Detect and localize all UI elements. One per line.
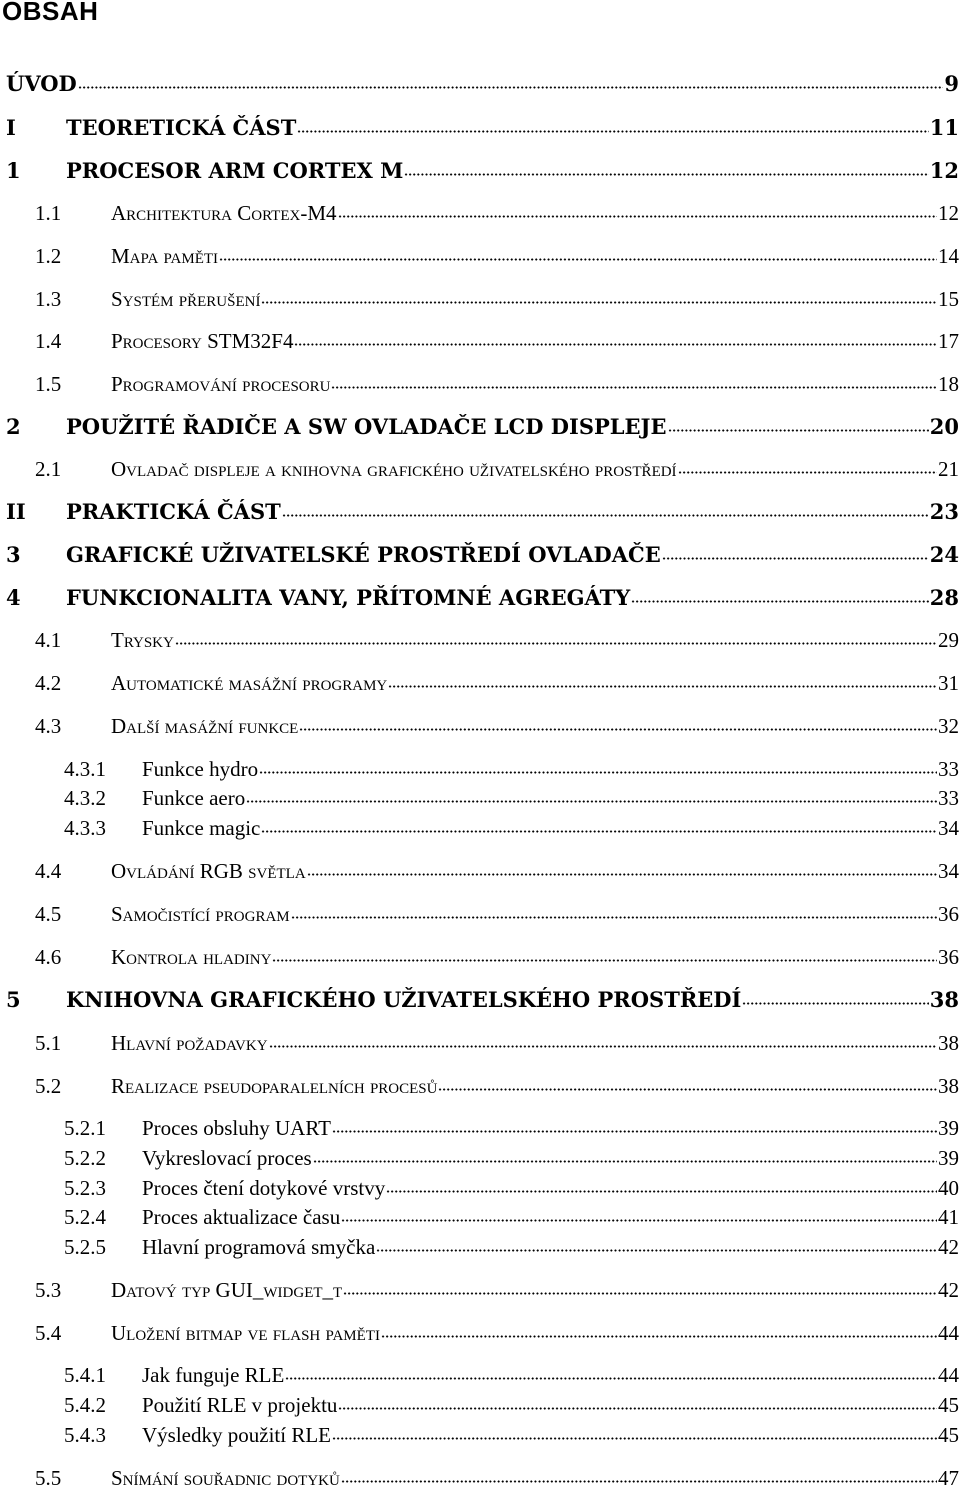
- dot-leader: [294, 327, 937, 348]
- toc-entry-page: 14: [938, 243, 959, 268]
- toc-entry-number: 5.4: [35, 1320, 62, 1345]
- toc-entry-title: Datový typ GUI_widget_t: [111, 1277, 343, 1302]
- toc-entry-page: 39: [938, 1115, 959, 1140]
- toc-entry[interactable]: [64, 1391, 959, 1416]
- toc-entry[interactable]: [6, 498, 959, 522]
- toc-entry-title: KNIHOVNA GRAFICKÉHO UŽIVATELSKÉHO PROSTŘEDÍ: [66, 986, 742, 1012]
- toc-entry[interactable]: [64, 1421, 959, 1446]
- toc-entry[interactable]: [35, 327, 959, 352]
- dot-leader: [259, 755, 937, 776]
- toc-entry[interactable]: [35, 712, 959, 737]
- toc-entry-title: Funkce hydro: [142, 756, 259, 781]
- toc-entry[interactable]: [35, 626, 959, 651]
- dot-leader: [261, 285, 937, 306]
- document-title: OBSAH: [2, 0, 99, 26]
- toc-entry-number: 5.4.2: [64, 1392, 106, 1417]
- dot-leader: [386, 1174, 937, 1195]
- dot-leader: [282, 498, 929, 519]
- dot-leader: [246, 784, 937, 805]
- toc-entry-title: Hlavní požadavky: [111, 1030, 268, 1055]
- dot-leader: [299, 712, 937, 733]
- toc-entry[interactable]: [6, 541, 959, 565]
- toc-entry-number: 5.1: [35, 1030, 62, 1055]
- toc-entry-title: Architektura Cortex-M4: [111, 200, 337, 225]
- toc-entry[interactable]: [35, 857, 959, 882]
- toc-entry-number: 1: [6, 157, 21, 183]
- toc-entry-page: 23: [929, 498, 959, 524]
- toc-entry-title: Kontrola hladiny: [111, 944, 272, 969]
- toc-entry-number: 1.4: [35, 328, 62, 353]
- toc-entry-title: Další masážní funkce: [111, 713, 299, 738]
- toc-entry-title: Trysky: [111, 627, 174, 652]
- toc-entry-page: 42: [938, 1277, 959, 1302]
- toc-entry-number: 4.3.3: [64, 815, 106, 840]
- toc-entry-number: 1.1: [35, 200, 62, 225]
- toc-entry-page: 28: [929, 584, 959, 610]
- dot-leader: [376, 1233, 937, 1254]
- toc-entry-page: 31: [938, 670, 959, 695]
- toc-entry-number: 4.3.2: [64, 785, 106, 810]
- toc-entry-number: I: [6, 114, 16, 140]
- dot-leader: [291, 900, 937, 921]
- toc-entry[interactable]: [35, 1029, 959, 1054]
- dot-leader: [285, 1361, 937, 1382]
- toc-entry-title: POUŽITÉ ŘADIČE A SW OVLADAČE LCD DISPLEJE: [66, 413, 667, 439]
- toc-entry[interactable]: [35, 455, 959, 480]
- toc-entry-title: Vykreslovací proces: [142, 1145, 312, 1170]
- dot-leader: [331, 370, 937, 391]
- dot-leader: [272, 943, 937, 964]
- toc-entry-title: PROCESOR ARM CORTEX M: [66, 157, 404, 183]
- toc-entry-number: 5.4.3: [64, 1422, 106, 1447]
- toc-entry-number: 5.2.3: [64, 1175, 106, 1200]
- dot-leader: [438, 1072, 937, 1093]
- toc-entry-number: 4.1: [35, 627, 62, 652]
- toc-entry-title: Snímání souřadnic dotyků: [111, 1465, 340, 1490]
- toc-entry-title: GRAFICKÉ UŽIVATELSKÉ PROSTŘEDÍ OVLADAČE: [66, 541, 661, 567]
- toc-entry-page: 15: [938, 286, 959, 311]
- toc-entry-title: FUNKCIONALITA VANY, PŘÍTOMNÉ AGREGÁTY: [66, 584, 631, 610]
- toc-entry[interactable]: [6, 584, 959, 608]
- toc-entry-title: Hlavní programová smyčka: [142, 1234, 376, 1259]
- toc-entry-page: 36: [938, 901, 959, 926]
- toc-entry-title: Použití RLE v projektu: [142, 1392, 338, 1417]
- toc-entry[interactable]: [35, 242, 959, 267]
- toc-entry-number: 4.3: [35, 713, 62, 738]
- dot-leader: [78, 70, 944, 91]
- toc-entry[interactable]: [64, 1174, 959, 1199]
- toc-entry[interactable]: [35, 1464, 959, 1489]
- toc-entry[interactable]: [35, 1276, 959, 1301]
- toc-entry-number: 3: [6, 541, 21, 567]
- toc-entry[interactable]: [64, 1203, 959, 1228]
- dot-leader: [668, 413, 929, 434]
- toc-entry-title: Uložení bitmap ve flash paměti: [111, 1320, 380, 1345]
- toc-entry-title: Automatické masážní programy: [111, 670, 388, 695]
- toc-entry-page: 38: [938, 1030, 959, 1055]
- toc-entry[interactable]: [35, 370, 959, 395]
- toc-entry-number: 2.1: [35, 456, 62, 481]
- toc-entry-number: 1.2: [35, 243, 62, 268]
- toc-entry-page: 17: [938, 328, 959, 353]
- dot-leader: [338, 1391, 937, 1412]
- toc-entry[interactable]: [35, 285, 959, 310]
- toc-entry-page: 47: [938, 1465, 959, 1490]
- dot-leader: [631, 584, 928, 605]
- toc-entry-number: 4.4: [35, 858, 62, 883]
- toc-entry-page: 41: [938, 1204, 959, 1229]
- toc-entry-page: 33: [938, 785, 959, 810]
- toc-entry-page: 9: [944, 70, 959, 96]
- toc-entry-title: TEORETICKÁ ČÁST: [66, 114, 297, 140]
- toc-entry-title: Výsledky použití RLE: [142, 1422, 331, 1447]
- toc-entry-title: Jak funguje RLE: [142, 1362, 285, 1387]
- toc-entry-page: 24: [929, 541, 959, 567]
- dot-leader: [313, 1144, 937, 1165]
- dot-leader: [404, 157, 928, 178]
- toc-entry-number: II: [6, 498, 26, 524]
- dot-leader: [678, 455, 937, 476]
- toc-entry-page: 34: [938, 858, 959, 883]
- toc-entry-number: 4: [6, 584, 21, 610]
- toc-entry-number: 5.4.1: [64, 1362, 106, 1387]
- toc-entry[interactable]: [35, 900, 959, 925]
- toc-entry-page: 11: [929, 114, 959, 140]
- toc-entry[interactable]: [35, 1319, 959, 1344]
- toc-entry-title: Funkce aero: [142, 785, 246, 810]
- toc-entry-number: 1.5: [35, 371, 62, 396]
- toc-entry[interactable]: [6, 70, 959, 94]
- toc-entry-page: 38: [929, 986, 959, 1012]
- toc-entry-page: 21: [938, 456, 959, 481]
- toc-entry[interactable]: [6, 157, 959, 181]
- toc-entry-number: 4.3.1: [64, 756, 106, 781]
- toc-entry-title: Procesory STM32F4: [111, 328, 294, 353]
- dot-leader: [388, 669, 937, 690]
- toc-entry-number: 5.2.4: [64, 1204, 106, 1229]
- toc-entry-title: Programování procesoru: [111, 371, 331, 396]
- toc-entry-page: 18: [938, 371, 959, 396]
- toc-entry-number: 5.5: [35, 1465, 62, 1490]
- dot-leader: [742, 986, 928, 1007]
- toc-entry-page: 42: [938, 1234, 959, 1259]
- toc-entry[interactable]: [64, 755, 959, 780]
- toc-entry-number: 5.2.5: [64, 1234, 106, 1259]
- toc-entry-number: 2: [6, 413, 21, 439]
- toc-entry-title: PRAKTICKÁ ČÁST: [66, 498, 281, 524]
- toc-entry-title: Ovládání RGB světla: [111, 858, 306, 883]
- dot-leader: [343, 1276, 937, 1297]
- toc-entry-page: 45: [938, 1422, 959, 1447]
- toc-entry-title: Proces aktualizace času: [142, 1204, 341, 1229]
- dot-leader: [338, 199, 937, 220]
- dot-leader: [662, 541, 929, 562]
- toc-entry-number: 4.2: [35, 670, 62, 695]
- toc-entry-page: 44: [938, 1362, 959, 1387]
- toc-entry-number: 5: [6, 986, 21, 1012]
- toc-entry-number: 5.2.1: [64, 1115, 106, 1140]
- toc-entry[interactable]: [35, 1072, 959, 1097]
- toc-entry-page: 12: [929, 157, 959, 183]
- dot-leader: [261, 814, 937, 835]
- toc-entry-page: 29: [938, 627, 959, 652]
- dot-leader: [219, 242, 937, 263]
- toc-entry-title: Systém přerušení: [111, 286, 261, 311]
- toc-entry-number: 5.2.2: [64, 1145, 106, 1170]
- toc-entry[interactable]: [35, 943, 959, 968]
- toc-entry[interactable]: [64, 1361, 959, 1386]
- dot-leader: [269, 1029, 937, 1050]
- toc-entry-number: 4.5: [35, 901, 62, 926]
- toc-entry[interactable]: [35, 669, 959, 694]
- toc-entry-page: 12: [938, 200, 959, 225]
- toc-entry-title: Realizace pseudoparalelních procesů: [111, 1073, 438, 1098]
- toc-entry-title: Samočistící program: [111, 901, 290, 926]
- toc-entry[interactable]: [6, 114, 959, 138]
- toc-entry[interactable]: [6, 413, 959, 437]
- dot-leader: [175, 626, 937, 647]
- dot-leader: [332, 1421, 937, 1442]
- dot-leader: [332, 1114, 937, 1135]
- toc-entry-number: 5.3: [35, 1277, 62, 1302]
- toc-entry-title: Funkce magic: [142, 815, 261, 840]
- toc-entry[interactable]: [64, 814, 959, 839]
- toc-entry-number: ÚVOD: [6, 70, 77, 96]
- toc-entry-number: 1.3: [35, 286, 62, 311]
- toc-entry-title: Mapa paměti: [111, 243, 219, 268]
- toc-entry[interactable]: [64, 1144, 959, 1169]
- toc-entry-page: 32: [938, 713, 959, 738]
- dot-leader: [341, 1203, 937, 1224]
- dot-leader: [297, 114, 928, 135]
- toc-entry[interactable]: [35, 199, 959, 224]
- dot-leader: [307, 857, 937, 878]
- toc-entry-page: 40: [938, 1175, 959, 1200]
- toc-entry-number: 5.2: [35, 1073, 62, 1098]
- toc-entry-number: 4.6: [35, 944, 62, 969]
- toc-entry-page: 45: [938, 1392, 959, 1417]
- toc-entry-title: Proces obsluhy UART: [142, 1115, 331, 1140]
- toc-entry-page: 38: [938, 1073, 959, 1098]
- toc-entry-page: 39: [938, 1145, 959, 1170]
- toc-entry[interactable]: [6, 986, 959, 1010]
- toc-entry-page: 44: [938, 1320, 959, 1345]
- toc-entry[interactable]: [64, 784, 959, 809]
- toc-entry-page: 34: [938, 815, 959, 840]
- toc-entry-page: 36: [938, 944, 959, 969]
- toc-entry-page: 20: [929, 413, 959, 439]
- toc-entry-page: 33: [938, 756, 959, 781]
- toc-entry[interactable]: [64, 1233, 959, 1258]
- dot-leader: [381, 1319, 937, 1340]
- toc-entry[interactable]: [64, 1114, 959, 1139]
- toc-entry-title: Ovladač displeje a knihovna grafického uživatelského prostředí: [111, 456, 677, 481]
- toc-entry-title: Proces čtení dotykové vrstvy: [142, 1175, 386, 1200]
